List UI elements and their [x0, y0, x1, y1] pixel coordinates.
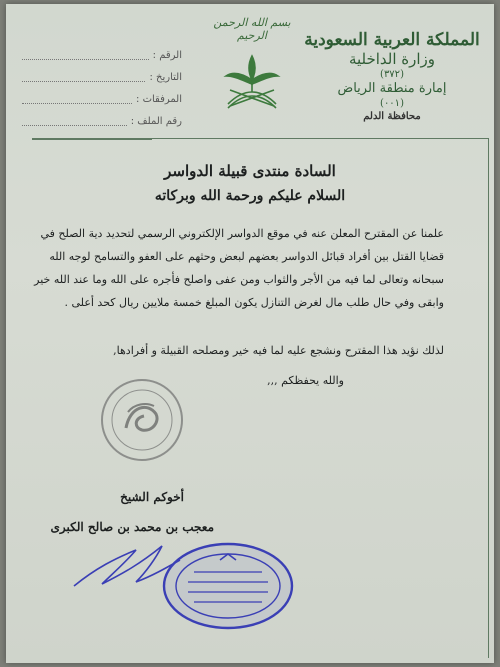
number-field: الرقم : — [22, 44, 182, 66]
forum-seal-icon — [98, 376, 186, 464]
governorate-name: محافظة الدلم — [363, 111, 421, 122]
closing-phrase: والله يحفظكم ,,, — [267, 374, 344, 387]
basmala: بسم الله الرحمن الرحيم — [213, 16, 291, 42]
signature-name: معجب بن محمد بن صالح الكبرى — [50, 520, 214, 534]
emirate-code: (٠٠١) — [380, 98, 404, 109]
letterhead — [302, 30, 482, 124]
body-line: سبحانه وتعالى لما فيه من الأجر والثواب ومن عفى واصلح فأجره على الله وما عند الله خير — [34, 273, 444, 286]
body-line: وابقى وفي حال طلب مال لغرض التنازل يكون المبلغ خمسة ملايين ريال كحد أعلى . — [64, 296, 444, 309]
emirate-name: إمارة منطقة الرياض — [337, 81, 447, 96]
signature-title: أخوكم الشيخ — [120, 490, 184, 504]
reference-fields — [22, 44, 182, 132]
official-stamp-icon — [160, 540, 296, 632]
file-number-field: رقم الملف : — [22, 110, 182, 132]
letter-page — [6, 4, 494, 663]
body-line: قضايا القتل بين أفراد قبائل الدواسر بعضهم لبعض وحثهم على العفو والتسامح لوجه الله — [49, 250, 444, 263]
saudi-emblem-icon — [210, 50, 294, 116]
letter-body — [34, 222, 444, 314]
greeting: السلام عليكم ورحمة الله وبركاته — [154, 188, 346, 204]
date-field: التاريخ : — [22, 66, 182, 88]
support-statement: لذلك نؤيد هذا المقترح ونشجع عليه لما فيه خير ومصلحه القبيلة و أفرادها, — [113, 344, 444, 357]
attachments-field: المرفقات : — [22, 88, 182, 110]
ministry-name: وزارة الداخلية — [348, 50, 436, 68]
ministry-code: (٣٧٢) — [380, 69, 404, 80]
kingdom-name: المملكة العربية السعودية — [304, 30, 480, 50]
body-line: علمنا عن المقترح المعلن عنه في موقع الدواسر الإلكتروني الرسمي لتحديد دية الصلح في — [40, 227, 444, 240]
addressee: السادة منتدى قبيلة الدواسر — [164, 162, 336, 180]
